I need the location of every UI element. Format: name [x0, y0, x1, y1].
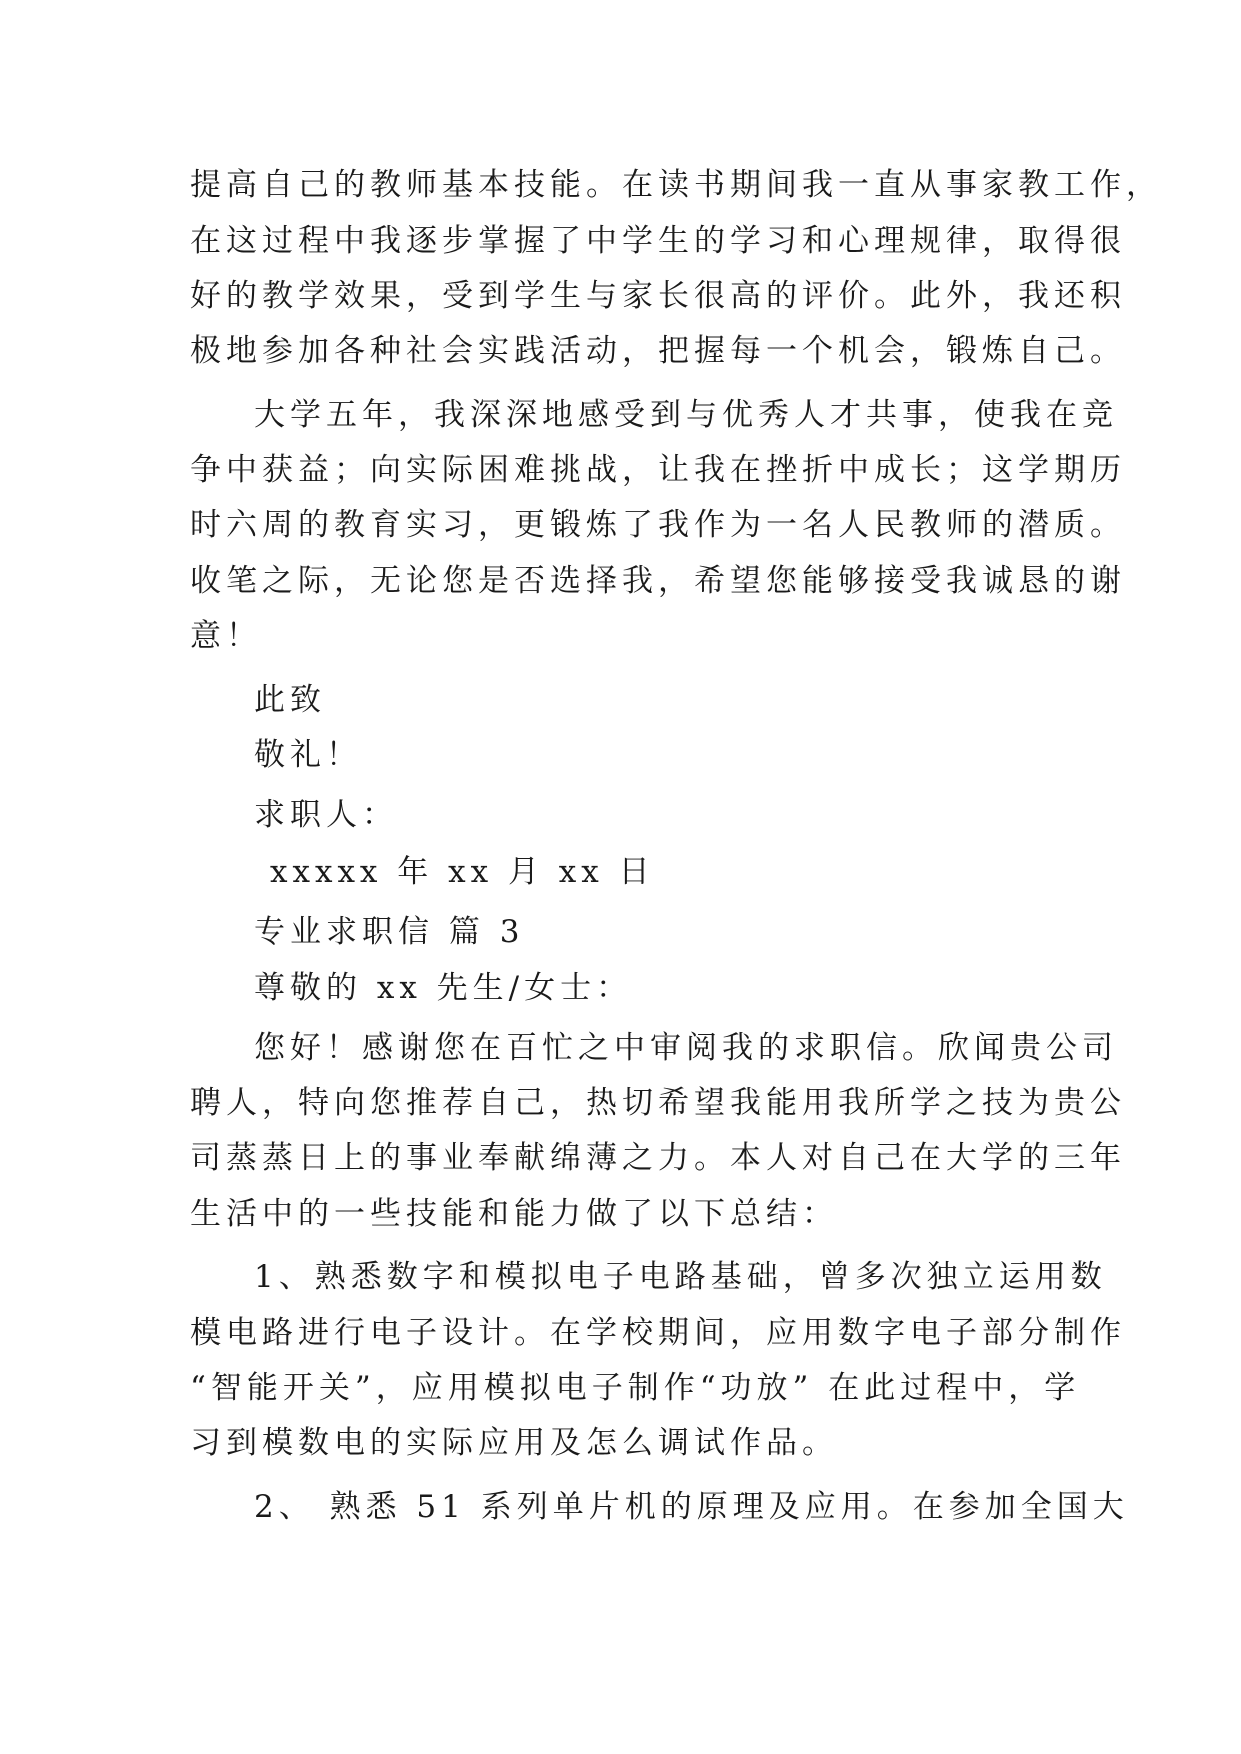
section-title: 专业求职信 篇 3: [254, 914, 525, 950]
paragraph-line: 生活中的一些技能和能力做了以下总结：: [190, 1196, 838, 1232]
closing-regards: 敬礼！: [254, 737, 362, 773]
closing-salutation: 此致: [254, 682, 326, 718]
greeting: 尊敬的 xx 先生/女士：: [254, 970, 633, 1006]
paragraph-line: 时六周的教育实习，更锻炼了我作为一名人民教师的潜质。: [190, 507, 1126, 543]
paragraph-line: 大学五年，我深深地感受到与优秀人才共事，使我在竞: [254, 397, 1118, 433]
paragraph-line: 收笔之际，无论您是否选择我，希望您能够接受我诚恳的谢: [190, 563, 1126, 599]
list-item-line: 2、 熟悉 51 系列单片机的原理及应用。在参加全国大: [254, 1489, 1129, 1525]
paragraph-line: 在这过程中我逐步掌握了中学生的学习和心理规律，取得很: [190, 223, 1126, 259]
paragraph-line: 提高自己的教师基本技能。在读书期间我一直从事家教工作，: [190, 167, 1162, 203]
paragraph-line: 好的教学效果，受到学生与家长很高的评价。此外，我还积: [190, 278, 1126, 314]
list-item-line: 习到模数电的实际应用及怎么调试作品。: [190, 1425, 838, 1461]
paragraph-line: 极地参加各种社会实践活动，把握每一个机会，锻炼自己。: [190, 333, 1126, 369]
applicant-label: 求职人：: [254, 797, 398, 833]
paragraph-line: 聘人，特向您推荐自己，热切希望我能用我所学之技为贵公: [190, 1085, 1126, 1121]
paragraph-line: 意！: [190, 618, 262, 654]
list-item-line: 1、熟悉数字和模拟电子电路基础，曾多次独立运用数: [254, 1259, 1107, 1295]
date-line: xxxxx 年 xx 月 xx 日: [270, 854, 655, 890]
paragraph-line: 争中获益；向实际困难挑战，让我在挫折中成长；这学期历: [190, 452, 1126, 488]
list-item-line: “智能开关”，应用模拟电子制作“功放” 在此过程中，学: [190, 1370, 1081, 1406]
list-item-line: 模电路进行电子设计。在学校期间，应用数字电子部分制作: [190, 1315, 1126, 1351]
paragraph-line: 您好！感谢您在百忙之中审阅我的求职信。欣闻贵公司: [254, 1030, 1118, 1066]
paragraph-line: 司蒸蒸日上的事业奉献绵薄之力。本人对自己在大学的三年: [190, 1140, 1126, 1176]
